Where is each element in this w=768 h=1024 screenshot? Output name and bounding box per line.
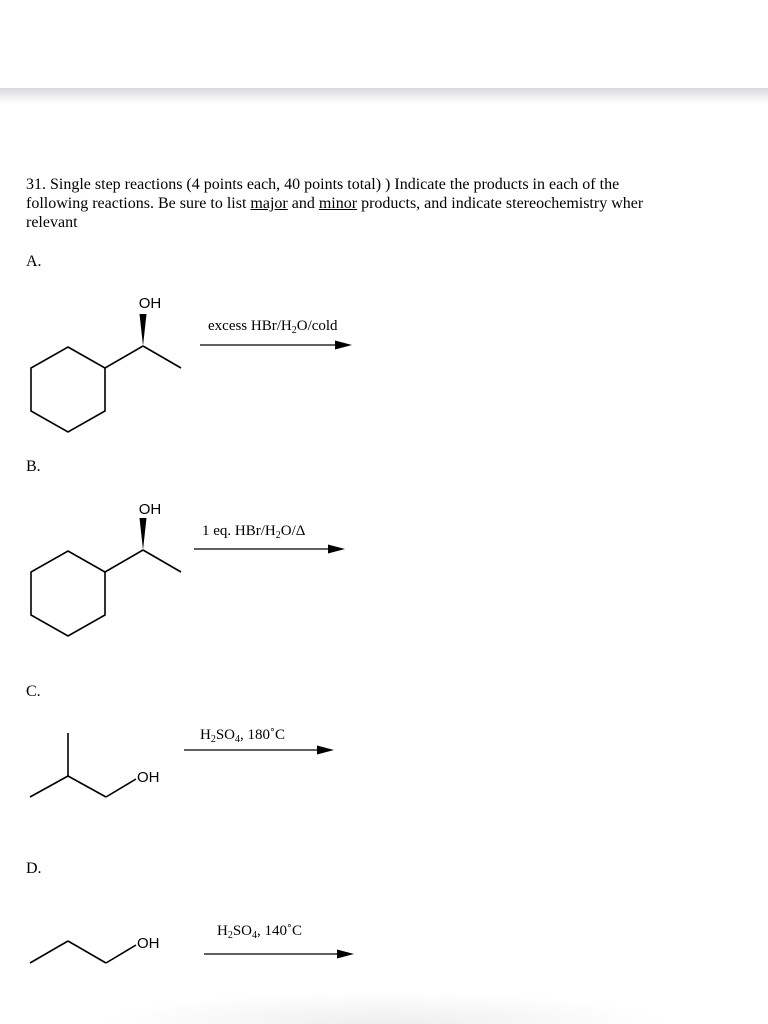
part-c-reagent-subscript-1: 2 xyxy=(210,734,216,745)
question-line-2-end: products, and indicate stereochemistry wher xyxy=(357,195,644,212)
underlined-major: major xyxy=(250,195,288,212)
question-line-2-and: and xyxy=(287,195,319,212)
part-b-reagent-text-1: 1 eq. HBr/H xyxy=(202,523,276,539)
part-a-bond-ring-to-chiral xyxy=(105,346,143,368)
part-b-reagent-subscript: 2 xyxy=(275,530,281,541)
part-b-cyclohexane-ring xyxy=(31,551,105,636)
part-b-reagent-text-2: O/Δ xyxy=(280,523,306,539)
part-c-label: C. xyxy=(26,683,41,700)
part-d-arrow xyxy=(204,950,354,959)
question-line-2-start: following reactions. Be sure to list xyxy=(26,195,251,212)
part-a-reagent-text-1: excess HBr/H xyxy=(208,318,292,334)
part-c-arrowhead-icon xyxy=(317,746,334,755)
part-c-bond-1 xyxy=(30,776,68,797)
part-a-arrowhead-icon xyxy=(335,341,352,350)
part-b-bond-methyl xyxy=(143,550,181,572)
part-a-cyclohexane-ring xyxy=(31,347,105,432)
part-d-reagent-subscript-2: 4 xyxy=(252,930,258,941)
part-d-oh-label: OH xyxy=(137,935,160,952)
part-a-arrow xyxy=(200,341,352,350)
part-a-label: A. xyxy=(26,253,42,270)
part-d-reagent-subscript-1: 2 xyxy=(227,930,233,941)
part-c-oh-label: OH xyxy=(137,769,160,786)
question-line-1: 31. Single step reactions (4 points each, 40 points total) ) Indicate the products in each of the xyxy=(26,176,620,193)
part-d-label: D. xyxy=(26,860,42,877)
part-c-reagent-text-2: SO xyxy=(215,727,236,743)
part-b-wedge-bond xyxy=(140,518,147,550)
part-d-arrowhead-icon xyxy=(337,950,354,959)
part-d-bond-1 xyxy=(30,941,68,963)
part-d-molecule xyxy=(30,941,136,963)
part-a-bond-methyl xyxy=(143,346,181,368)
part-d-reagent-text-1: H xyxy=(217,923,228,939)
part-c-arrow xyxy=(184,746,334,755)
part-a-molecule xyxy=(31,314,181,432)
part-b-molecule xyxy=(31,518,181,636)
part-b-label: B. xyxy=(26,458,41,475)
part-a-reagent-subscript: 2 xyxy=(291,325,297,336)
question-line-3: relevant xyxy=(26,214,78,231)
part-d-reagent-text-2: SO xyxy=(232,923,253,939)
part-c-bond-to-oh xyxy=(106,779,136,797)
part-b-arrowhead-icon xyxy=(328,545,345,554)
part-c-bond-2 xyxy=(68,776,106,797)
part-d-bond-2 xyxy=(68,941,106,963)
part-c-reagent-text-3: , 180˚C xyxy=(240,727,286,743)
part-c-reagent-text-1: H xyxy=(200,727,211,743)
part-a-oh-label: OH xyxy=(138,295,162,312)
part-d-bond-to-oh xyxy=(106,945,136,963)
part-a-wedge-bond xyxy=(140,314,147,346)
part-c-reagent-subscript-2: 4 xyxy=(235,734,241,745)
part-d-reagent-text-3: , 140˚C xyxy=(257,923,303,939)
part-b-arrow xyxy=(194,545,345,554)
part-a-reagent-text-2: O/cold xyxy=(296,318,338,334)
bottom-page-shadow xyxy=(100,992,668,1024)
part-c-molecule xyxy=(30,733,136,797)
part-b-oh-label: OH xyxy=(138,501,162,518)
underlined-minor: minor xyxy=(318,195,358,212)
part-b-bond-ring-to-chiral xyxy=(105,550,143,572)
